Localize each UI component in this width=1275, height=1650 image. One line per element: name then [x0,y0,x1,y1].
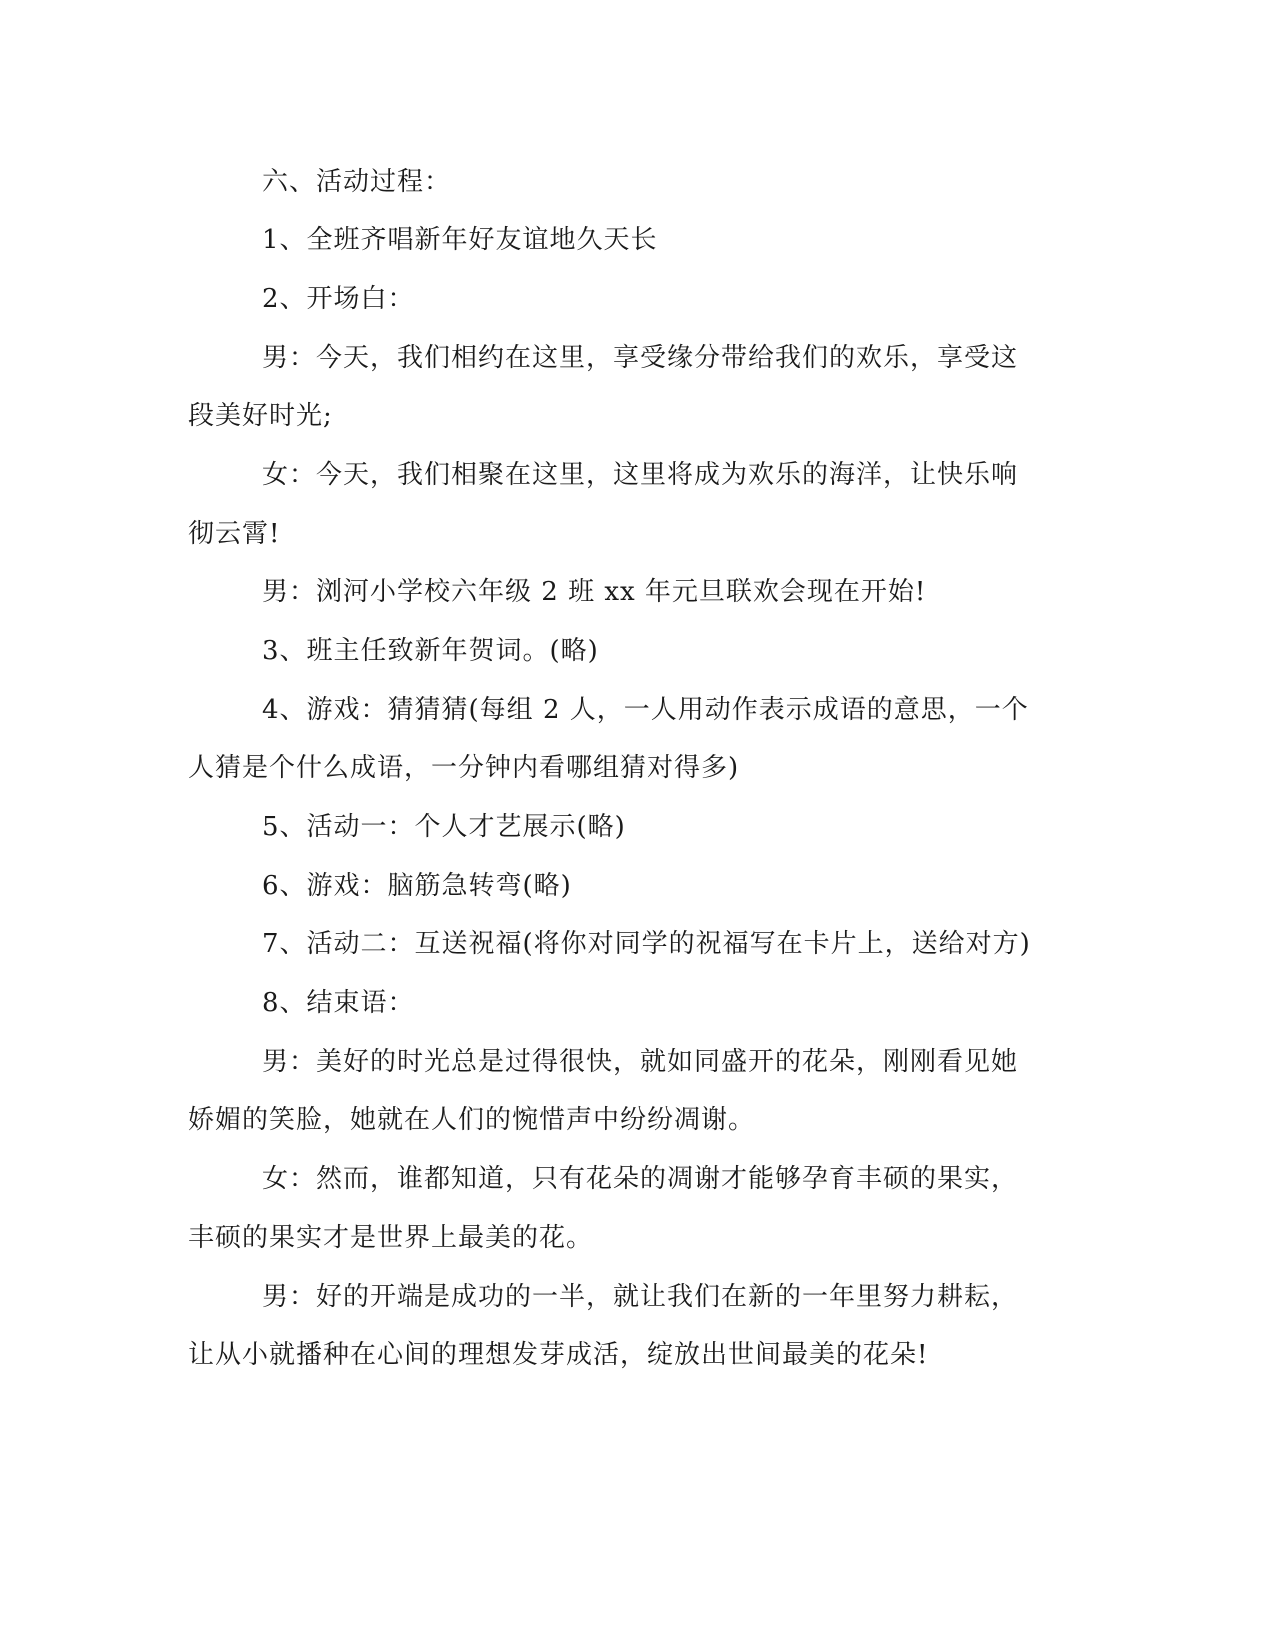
text-line: 男：今天，我们相约在这里，享受缘分带给我们的欢乐，享受这 [262,343,1019,373]
text-line: 6、游戏：脑筋急转弯(略) [262,871,572,901]
text-line: 男：好的开端是成功的一半，就让我们在新的一年里努力耕耘， [262,1282,1019,1312]
text-line: 4、游戏：猜猜猜(每组 2 人，一人用动作表示成语的意思，一个 [262,695,1029,725]
text-line: 2、开场白： [262,284,415,314]
text-line: 彻云霄! [188,519,281,549]
text-line: 3、班主任致新年贺词。(略) [262,636,599,666]
text-line: 段美好时光; [188,401,333,431]
text-line: 8、结束语： [262,988,415,1018]
text-line: 让从小就播种在心间的理想发芽成活，绽放出世间最美的花朵! [188,1340,929,1370]
text-line: 1、全班齐唱新年好友谊地久天长 [262,225,658,255]
text-line: 5、活动一：个人才艺展示(略) [262,812,626,842]
text-line: 7、活动二：互送祝福(将你对同学的祝福写在卡片上，送给对方) [262,929,1031,959]
text-line: 男：浏河小学校六年级 2 班 xx 年元旦联欢会现在开始! [262,577,927,607]
text-line: 男：美好的时光总是过得很快，就如同盛开的花朵，刚刚看见她 [262,1047,1019,1077]
text-line: 人猜是个什么成语，一分钟内看哪组猜对得多) [188,753,740,783]
text-line: 娇媚的笑脸，她就在人们的惋惜声中纷纷凋谢。 [188,1105,756,1135]
text-line: 女：今天，我们相聚在这里，这里将成为欢乐的海洋，让快乐响 [262,460,1019,490]
section-heading: 六、活动过程： [262,167,452,197]
text-line: 女：然而，谁都知道，只有花朵的凋谢才能够孕育丰硕的果实， [262,1164,1019,1194]
text-line: 丰硕的果实才是世界上最美的花。 [188,1223,594,1253]
